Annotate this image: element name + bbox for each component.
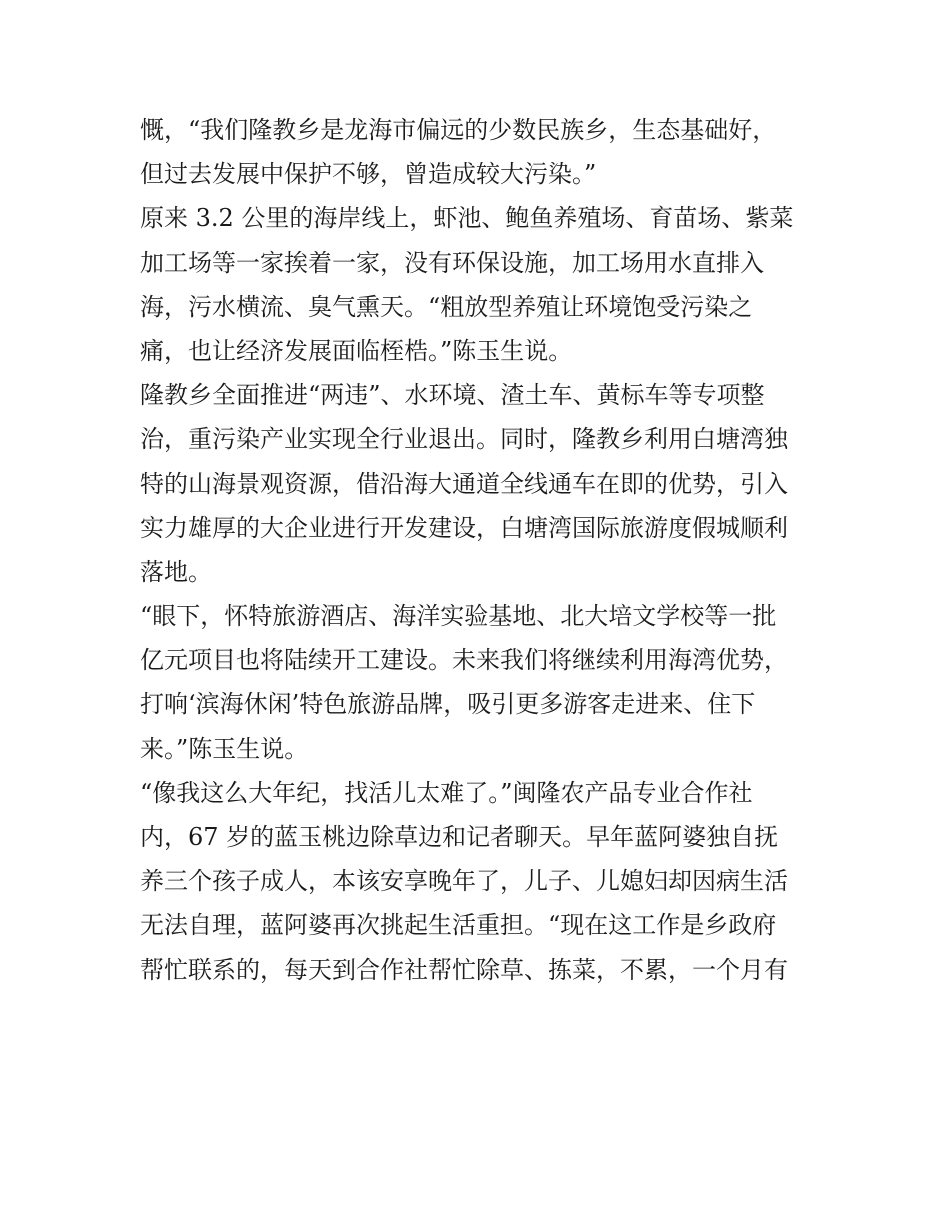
text-line: 隆教乡全面推进“两违”、水环境、渣土车、黄标车等专项整 bbox=[140, 381, 765, 410]
text-line: 打响‘滨海休闲’特色旅游品牌，吸引更多游客走进来、住下 bbox=[140, 690, 756, 719]
text-line: 慨，“我们隆教乡是龙海市偏远的少数民族乡，生态基础好， bbox=[140, 116, 777, 144]
article-body bbox=[140, 108, 820, 992]
text-line: 养三个孩子成人，本该安享晚年了，儿子、儿媳妇却因病生活 bbox=[140, 867, 788, 896]
text-line: 治，重污染产业实现全行业退出。同时，隆教乡利用白塘湾独 bbox=[140, 425, 788, 454]
text-line: 来。”陈玉生说。 bbox=[140, 734, 309, 763]
text-line: 无法自理，蓝阿婆再次挑起生活重担。“现在这工作是乡政府 bbox=[140, 911, 777, 940]
text-line: 内，67 岁的蓝玉桃边除草边和记者聊天。早年蓝阿婆独自抚 bbox=[140, 823, 779, 851]
text-line: “眼下，怀特旅游酒店、海洋实验基地、北大培文学校等一批 bbox=[140, 602, 777, 631]
text-line: 但过去发展中保护不够，曾造成较大污染。” bbox=[140, 160, 597, 189]
text-line: 亿元项目也将陆续开工建设。未来我们将继续利用海湾优势， bbox=[140, 646, 788, 675]
text-line: 原来 3.2 公里的海岸线上，虾池、鲍鱼养殖场、育苗场、紫菜 bbox=[140, 204, 794, 233]
text-line: 特的山海景观资源，借沿海大通道全线通车在即的优势，引入 bbox=[140, 469, 788, 498]
text-line: “像我这么大年纪，找活儿太难了。”闽隆农产品专业合作社 bbox=[140, 778, 753, 807]
text-line: 加工场等一家挨着一家，没有环保设施，加工场用水直排入 bbox=[140, 248, 764, 277]
text-line: 实力雄厚的大企业进行开发建设，白塘湾国际旅游度假城顺利 bbox=[140, 513, 788, 542]
text-line: 帮忙联系的，每天到合作社帮忙除草、拣菜，不累，一个月有 bbox=[140, 955, 788, 984]
text-line: 海，污水横流、臭气熏天。“粗放型养殖让环境饱受污染之 bbox=[140, 292, 753, 321]
text-line: 落地。 bbox=[140, 557, 212, 586]
text-line: 痛，也让经济发展面临桎梏。”陈玉生说。 bbox=[140, 336, 573, 365]
